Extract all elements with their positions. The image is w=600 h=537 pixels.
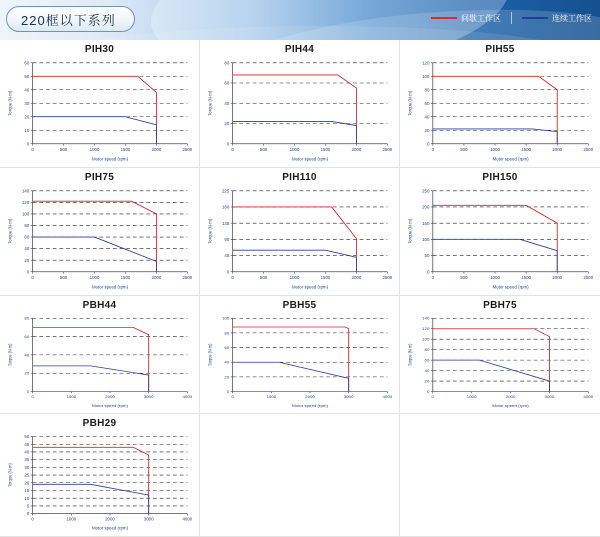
svg-text:Motor speed (rpm): Motor speed (rpm) xyxy=(492,403,529,408)
svg-text:Motor speed (rpm): Motor speed (rpm) xyxy=(92,403,128,408)
chart-cell-empty xyxy=(400,414,600,537)
svg-text:Torque (N·m): Torque (N·m) xyxy=(7,90,13,116)
chart-plot xyxy=(4,185,195,291)
svg-text:0: 0 xyxy=(431,146,435,152)
svg-text:80: 80 xyxy=(424,87,430,93)
svg-text:2000: 2000 xyxy=(351,274,362,280)
svg-text:Torque (N·m): Torque (N·m) xyxy=(407,218,413,244)
chart-plot xyxy=(404,57,596,163)
svg-text:40: 40 xyxy=(424,368,430,374)
svg-text:2000: 2000 xyxy=(552,274,563,280)
svg-text:1000: 1000 xyxy=(89,146,100,152)
legend-label-intermittent: 间歇工作区 xyxy=(461,13,501,23)
svg-text:0: 0 xyxy=(431,274,435,280)
svg-text:15: 15 xyxy=(24,488,30,494)
series-intermittent xyxy=(33,327,149,391)
chart-cell-pih44 xyxy=(200,40,400,168)
svg-text:80: 80 xyxy=(24,223,30,229)
series-intermittent xyxy=(433,205,557,271)
svg-text:500: 500 xyxy=(460,146,468,152)
svg-text:250: 250 xyxy=(422,188,430,194)
svg-text:2500: 2500 xyxy=(583,274,594,280)
svg-text:Torque (N·m): Torque (N·m) xyxy=(7,218,13,244)
chart-plot xyxy=(404,185,596,291)
svg-text:120: 120 xyxy=(21,199,30,205)
svg-text:0: 0 xyxy=(26,269,30,275)
chart-grid xyxy=(0,40,600,537)
svg-text:2000: 2000 xyxy=(105,516,115,522)
svg-text:Motor speed (rpm): Motor speed (rpm) xyxy=(91,284,129,290)
svg-text:80: 80 xyxy=(224,330,230,336)
series-continuous xyxy=(433,360,550,391)
svg-text:150: 150 xyxy=(422,220,430,226)
svg-text:140: 140 xyxy=(21,188,30,194)
series-intermittent xyxy=(33,201,157,272)
svg-text:0: 0 xyxy=(231,146,234,152)
svg-text:Motor speed (rpm): Motor speed (rpm) xyxy=(91,156,129,162)
series-continuous xyxy=(233,250,357,272)
svg-text:Torque (N·m): Torque (N·m) xyxy=(207,90,213,116)
svg-text:1000: 1000 xyxy=(466,394,477,400)
svg-text:2000: 2000 xyxy=(505,394,516,400)
svg-text:10: 10 xyxy=(24,127,30,133)
legend-label-continuous: 连续工作区 xyxy=(552,13,592,23)
svg-text:100: 100 xyxy=(21,211,30,217)
svg-text:0: 0 xyxy=(226,389,230,394)
svg-text:500: 500 xyxy=(59,146,68,152)
svg-text:100: 100 xyxy=(422,73,430,79)
svg-text:Motor speed (rpm): Motor speed (rpm) xyxy=(492,156,529,162)
chart-cell-empty xyxy=(200,414,400,537)
series-continuous xyxy=(33,237,157,272)
chart-title: PIH55 xyxy=(485,44,515,55)
svg-text:140: 140 xyxy=(422,315,430,321)
svg-text:Motor speed (rpm): Motor speed (rpm) xyxy=(292,403,328,408)
svg-text:0: 0 xyxy=(231,394,234,400)
svg-text:100: 100 xyxy=(422,336,430,342)
svg-text:0: 0 xyxy=(226,269,230,275)
svg-text:80: 80 xyxy=(24,315,30,321)
legend-divider xyxy=(511,12,512,24)
svg-text:60: 60 xyxy=(424,100,430,106)
series-continuous xyxy=(233,121,357,143)
svg-text:2000: 2000 xyxy=(351,146,362,152)
svg-text:0: 0 xyxy=(431,394,435,400)
series-intermittent xyxy=(33,76,157,143)
svg-text:4000: 4000 xyxy=(583,394,594,400)
svg-text:Torque (N·m): Torque (N·m) xyxy=(407,343,413,367)
chart-title: PIH44 xyxy=(284,44,315,55)
svg-text:40: 40 xyxy=(24,87,30,93)
svg-text:Motor speed (rpm): Motor speed (rpm) xyxy=(91,525,129,531)
svg-text:0: 0 xyxy=(231,274,234,280)
chart-title: PIH150 xyxy=(482,172,518,183)
chart-title: PBH44 xyxy=(82,300,117,311)
svg-text:20: 20 xyxy=(424,127,430,133)
svg-text:20: 20 xyxy=(24,257,30,263)
series-intermittent xyxy=(233,75,357,144)
svg-text:20: 20 xyxy=(24,480,30,486)
svg-text:45: 45 xyxy=(224,253,230,259)
svg-text:135: 135 xyxy=(221,220,230,226)
svg-text:0: 0 xyxy=(31,146,34,152)
svg-text:100: 100 xyxy=(422,236,430,242)
chart-title: PBH29 xyxy=(82,418,117,429)
svg-text:3000: 3000 xyxy=(343,394,354,400)
svg-text:20: 20 xyxy=(424,378,430,384)
header-banner xyxy=(0,0,600,40)
svg-text:1500: 1500 xyxy=(120,274,131,280)
svg-text:4000: 4000 xyxy=(182,394,193,400)
svg-text:Motor speed (rpm): Motor speed (rpm) xyxy=(492,284,529,290)
svg-text:4000: 4000 xyxy=(382,394,393,400)
svg-text:30: 30 xyxy=(24,100,30,106)
svg-text:225: 225 xyxy=(221,188,230,194)
svg-text:120: 120 xyxy=(422,326,430,332)
svg-text:60: 60 xyxy=(224,80,230,86)
svg-text:1000: 1000 xyxy=(490,146,500,152)
svg-text:0: 0 xyxy=(426,269,430,275)
chart-cell-pbh75 xyxy=(400,296,600,414)
svg-text:0: 0 xyxy=(26,141,30,147)
svg-text:50: 50 xyxy=(24,434,30,440)
chart-cell-pbh29 xyxy=(0,414,200,537)
svg-text:80: 80 xyxy=(424,347,430,353)
svg-text:1500: 1500 xyxy=(120,146,131,152)
series-intermittent xyxy=(233,327,349,392)
chart-plot xyxy=(4,57,195,163)
legend-item-continuous xyxy=(522,13,592,24)
svg-text:40: 40 xyxy=(24,352,30,358)
legend xyxy=(431,12,592,24)
svg-text:1000: 1000 xyxy=(289,146,300,152)
svg-text:60: 60 xyxy=(224,345,230,350)
svg-text:30: 30 xyxy=(24,465,30,470)
svg-text:Motor speed (rpm): Motor speed (rpm) xyxy=(291,284,329,290)
legend-swatch-blue-icon xyxy=(522,17,548,19)
chart-title: PBH75 xyxy=(483,300,517,311)
legend-item-intermittent xyxy=(431,13,501,24)
svg-text:35: 35 xyxy=(24,457,30,463)
svg-text:2000: 2000 xyxy=(305,394,315,400)
chart-cell-pih30 xyxy=(0,40,200,168)
svg-text:0: 0 xyxy=(426,141,430,147)
svg-text:Motor speed (rpm): Motor speed (rpm) xyxy=(291,156,329,162)
series-continuous xyxy=(433,129,557,144)
svg-text:20: 20 xyxy=(224,121,230,127)
svg-text:1500: 1500 xyxy=(521,146,532,152)
svg-text:20: 20 xyxy=(24,114,30,120)
svg-text:60: 60 xyxy=(24,234,30,240)
svg-text:500: 500 xyxy=(259,274,268,280)
svg-text:10: 10 xyxy=(24,495,30,501)
series-intermittent xyxy=(433,76,557,143)
chart-cell-pih75 xyxy=(0,168,200,296)
svg-text:2000: 2000 xyxy=(151,274,162,280)
svg-text:180: 180 xyxy=(221,204,230,210)
svg-text:1500: 1500 xyxy=(320,274,331,280)
svg-text:40: 40 xyxy=(24,449,30,455)
svg-text:0: 0 xyxy=(26,389,30,394)
chart-plot xyxy=(204,185,395,291)
chart-plot xyxy=(4,431,195,532)
svg-text:120: 120 xyxy=(422,60,430,66)
series-continuous xyxy=(33,366,149,392)
svg-text:Torque (N·m): Torque (N·m) xyxy=(407,90,413,116)
svg-text:0: 0 xyxy=(226,141,230,147)
chart-title: PIH110 xyxy=(282,172,317,183)
svg-text:500: 500 xyxy=(460,274,468,280)
chart-plot xyxy=(4,313,195,409)
svg-text:1000: 1000 xyxy=(89,274,100,280)
page-title: 220框以下系列 xyxy=(6,6,135,32)
svg-text:0: 0 xyxy=(426,389,430,394)
chart-plot xyxy=(404,313,596,409)
chart-title: PIH30 xyxy=(84,44,115,55)
svg-text:45: 45 xyxy=(24,441,30,447)
svg-text:40: 40 xyxy=(24,246,30,252)
svg-text:40: 40 xyxy=(224,100,230,106)
svg-text:3000: 3000 xyxy=(544,394,555,400)
svg-text:20: 20 xyxy=(24,370,30,376)
svg-text:80: 80 xyxy=(224,60,230,66)
svg-text:1000: 1000 xyxy=(66,394,77,400)
svg-text:25: 25 xyxy=(24,472,30,478)
svg-text:500: 500 xyxy=(259,146,268,152)
svg-text:Torque (N·m): Torque (N·m) xyxy=(7,343,13,367)
svg-text:Torque (N·m): Torque (N·m) xyxy=(207,343,213,367)
svg-text:90: 90 xyxy=(224,236,230,242)
svg-text:40: 40 xyxy=(224,359,230,365)
chart-title: PBH55 xyxy=(282,300,317,311)
svg-text:2500: 2500 xyxy=(182,274,193,280)
svg-text:2500: 2500 xyxy=(182,146,193,152)
svg-text:60: 60 xyxy=(424,357,430,363)
svg-text:200: 200 xyxy=(422,204,430,210)
chart-cell-pih110 xyxy=(200,168,400,296)
svg-text:2000: 2000 xyxy=(151,146,162,152)
chart-cell-pih150 xyxy=(400,168,600,296)
svg-text:0: 0 xyxy=(26,511,30,517)
series-continuous xyxy=(33,484,149,513)
chart-cell-pih55 xyxy=(400,40,600,168)
svg-text:2500: 2500 xyxy=(382,146,393,152)
svg-text:2000: 2000 xyxy=(552,146,563,152)
svg-text:0: 0 xyxy=(31,274,34,280)
svg-text:50: 50 xyxy=(424,253,430,259)
svg-text:5: 5 xyxy=(26,503,30,509)
svg-text:2500: 2500 xyxy=(583,146,594,152)
svg-text:3000: 3000 xyxy=(143,394,154,400)
svg-text:0: 0 xyxy=(31,516,34,522)
chart-plot xyxy=(204,313,395,409)
svg-text:3000: 3000 xyxy=(143,516,154,522)
svg-text:Torque (N·m): Torque (N·m) xyxy=(7,463,13,487)
chart-title: PIH75 xyxy=(84,172,115,183)
chart-cell-pbh44 xyxy=(0,296,200,414)
svg-text:1000: 1000 xyxy=(66,516,77,522)
chart-cell-pbh55 xyxy=(200,296,400,414)
svg-text:500: 500 xyxy=(59,274,68,280)
svg-text:100: 100 xyxy=(221,315,230,321)
svg-text:1500: 1500 xyxy=(320,146,331,152)
svg-text:50: 50 xyxy=(24,73,30,79)
svg-text:Torque (N·m): Torque (N·m) xyxy=(207,218,213,244)
svg-text:0: 0 xyxy=(31,394,34,400)
series-continuous xyxy=(233,362,349,391)
svg-text:20: 20 xyxy=(224,374,230,380)
svg-text:40: 40 xyxy=(424,114,430,120)
svg-text:1000: 1000 xyxy=(266,394,277,400)
chart-plot xyxy=(204,57,395,163)
svg-text:60: 60 xyxy=(24,334,30,340)
svg-text:1000: 1000 xyxy=(289,274,300,280)
series-intermittent xyxy=(33,447,149,513)
legend-swatch-red-icon xyxy=(431,17,457,19)
svg-text:2500: 2500 xyxy=(382,274,393,280)
svg-text:1000: 1000 xyxy=(490,274,500,280)
svg-text:4000: 4000 xyxy=(182,516,193,522)
svg-text:2000: 2000 xyxy=(105,394,115,400)
svg-text:60: 60 xyxy=(24,60,30,66)
svg-text:1500: 1500 xyxy=(521,274,532,280)
